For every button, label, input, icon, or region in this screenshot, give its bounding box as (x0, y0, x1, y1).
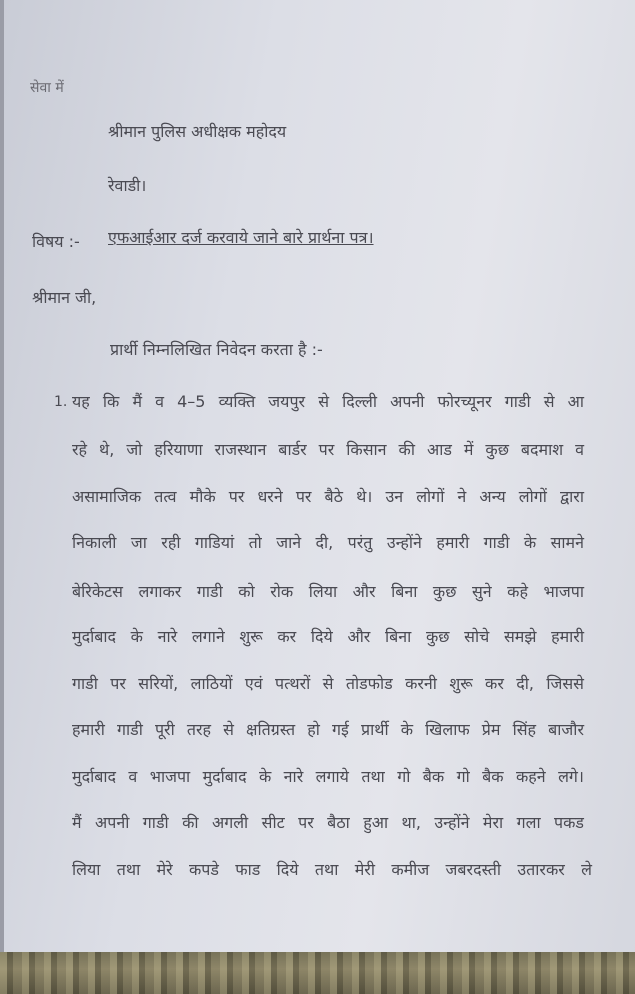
addressee: श्रीमान पुलिस अधीक्षक महोदय (108, 122, 287, 141)
point-line: मुर्दाबाद के नारे लगाने शुरू कर दिये और बिना कुछ सोचे समझे हमारी (72, 627, 584, 646)
subject-label: विषय :- (32, 232, 80, 251)
point-line: असामाजिक तत्व मौके पर धरने पर बैठे थे। उन लोगों ने अन्य लोगों द्वारा (72, 487, 584, 506)
point-line: गाडी पर सरियों, लाठियों एवं पत्थरों से तोडफोड करनी शुरू कर दी, जिससे (72, 674, 584, 693)
subject: एफआईआर दर्ज करवाये जाने बारे प्रार्थना पत्र। (108, 228, 374, 247)
point-line: लिया तथा मेरे कपडे फाड दिये तथा मेरी कमीज जबरदस्ती उतारकर ले (72, 860, 592, 879)
point-line: मुर्दाबाद व भाजपा मुर्दाबाद के नारे लगाये तथा गो बैक गो बैक कहने लगे। (72, 767, 584, 786)
salutation-to: सेवा में (30, 80, 64, 96)
point-number: 1. (54, 394, 68, 410)
paper-edge (0, 0, 4, 994)
greeting: श्रीमान जी, (32, 288, 97, 307)
place: रेवाडी। (108, 176, 147, 195)
point-line: रहे थे, जो हरियाणा राजस्थान बार्डर पर किसान की आड में कुछ बदमाश व (72, 440, 584, 459)
point-line: बेरिकेटस लगाकर गाडी को रोक लिया और बिना कुछ सुने कहे भाजपा (72, 582, 584, 601)
point-line: निकाली जा रही गाडियां तो जाने दी, परंतु उन्होंने हमारी गाडी के सामने (72, 533, 584, 552)
point-line: मैं अपनी गाडी की अगली सीट पर बैठा हुआ था, उन्होंने मेरा गला पकड (72, 813, 584, 832)
floor-background (0, 952, 635, 994)
point-line: यह कि मैं व 4–5 व्यक्ति जयपुर से दिल्ली अपनी फोरच्यूनर गाडी से आ (72, 392, 584, 411)
point-line: हमारी गाडी पूरी तरह से क्षतिग्रस्त हो गई प्रार्थी के खिलाफ प्रेम सिंह बाजौर (72, 720, 584, 739)
intro: प्रार्थी निम्नलिखित निवेदन करता है :- (110, 340, 323, 359)
